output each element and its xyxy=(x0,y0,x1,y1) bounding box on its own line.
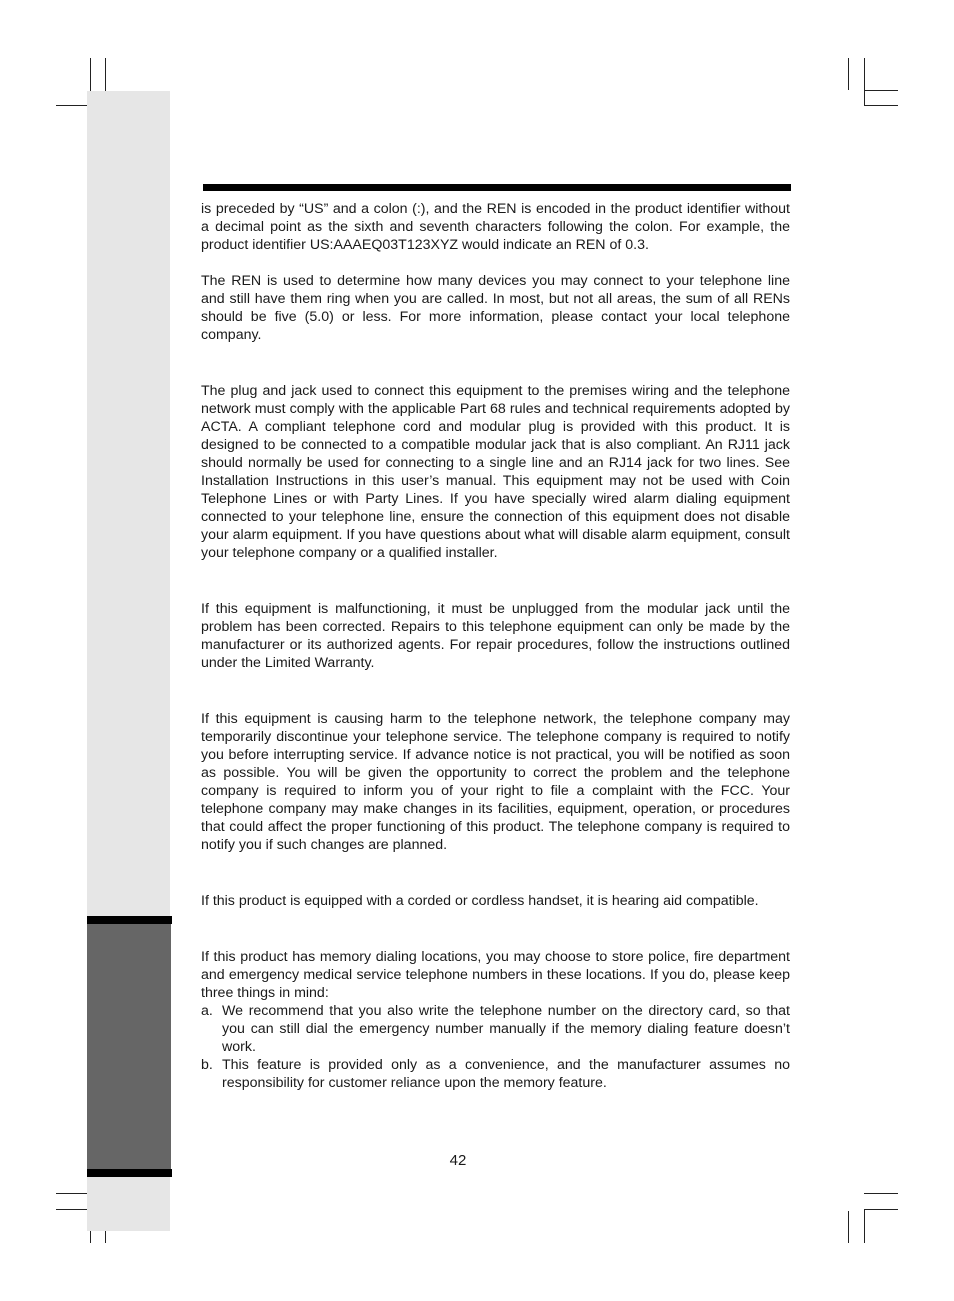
crop-mark xyxy=(56,1209,88,1210)
crop-mark xyxy=(864,1193,898,1194)
crop-mark xyxy=(864,105,898,106)
list-marker: b. xyxy=(201,1057,213,1073)
paragraph-ren-encoding: is preceded by “US” and a colon (:), and the REN is encoded in the product identifier without a decimal point as the sixth and seventh characters following the colon. For example, the product identifier US:AAAEQ03T123XYZ would indicate an REN of 0.3. xyxy=(201,201,790,253)
list-item-text: We recommend that you also write the telephone number on the directory card, so that you can still dial the emergency number manually if the memory dialing feature doesn’t work. xyxy=(222,1003,790,1055)
paragraph-malfunction: If this equipment is malfunctioning, it must be unplugged from the modular jack until the problem has been corrected. Repairs to this telephone equipment can only be made by the manufacturer or its authorized agents. For repair procedures, follow the instructions outlined under the Limited Warranty. xyxy=(201,601,790,671)
crop-mark xyxy=(56,105,88,106)
paragraph-ren-usage: The REN is used to determine how many devices you may connect to your telephone line and still have them ring when you are called. In most, but not all areas, the sum of all RENs should be five (5.0) or less. For more information, please contact your local telephone company. xyxy=(201,273,790,343)
crop-mark xyxy=(848,58,849,90)
paragraph-memory-dialing: If this product has memory dialing locations, you may choose to store police, fire department and emergency medical service telephone numbers in these locations. If you do, please keep three things in mind: xyxy=(201,949,790,1001)
list-marker: a. xyxy=(201,1003,213,1019)
paragraph-hearing-aid: If this product is equipped with a corded or cordless handset, it is hearing aid compatible. xyxy=(201,893,759,909)
crop-mark xyxy=(864,1209,898,1210)
list-item xyxy=(201,1056,790,1092)
page-number: 42 xyxy=(449,1152,467,1169)
crop-mark xyxy=(864,58,865,106)
paragraph-plug-jack: The plug and jack used to connect this equipment to the premises wiring and the telephone network must comply with the applicable Part 68 rules and technical requirements adopted by ACTA. A compliant telephone cord and modular plug is provided with this product. It is designed to be connected to a compatible modular jack that is also compliant. An RJ11 jack should normally be used for connecting to a single line and an RJ14 jack for two lines. See Installation Instructions in this user’s manual. This equipment may not be used with Coin Telephone Lines or with Party Lines. If you have specially wired alarm dialing equipment connected to your telephone line, ensure the connection of this equipment does not disable your alarm equipment. If you have questions about what will disable alarm equipment, consult your telephone company or a qualified installer. xyxy=(201,383,790,561)
memory-dialing-list xyxy=(201,1002,790,1092)
list-item xyxy=(201,1002,790,1056)
crop-mark xyxy=(864,1209,865,1243)
header-rule xyxy=(203,184,791,191)
crop-mark xyxy=(56,1193,88,1194)
sidebar-tab-top-rule xyxy=(87,916,172,924)
paragraph-network-harm: If this equipment is causing harm to the telephone network, the telephone company may temporarily discontinue your telephone service. The telephone company is required to notify you before interrupting service. If advance notice is not practical, you will be notified as soon as possible. You will be given the opportunity to correct the problem and the telephone company is required to inform you of your right to file a complaint with the FCC. Your telephone company may make changes in its facilities, equipment, operation, or procedures that could affect the proper functioning of this product. The telephone company is required to notify you if such changes are planned. xyxy=(201,711,790,853)
list-item-text: This feature is provided only as a convenience, and the manufacturer assumes no responsibility for customer reliance upon the memory feature. xyxy=(222,1057,790,1091)
crop-mark xyxy=(864,90,898,91)
crop-mark xyxy=(848,1211,849,1243)
sidebar-tab-bottom-rule xyxy=(87,1169,172,1177)
sidebar-tab xyxy=(87,916,171,1177)
page-content xyxy=(201,200,790,1092)
